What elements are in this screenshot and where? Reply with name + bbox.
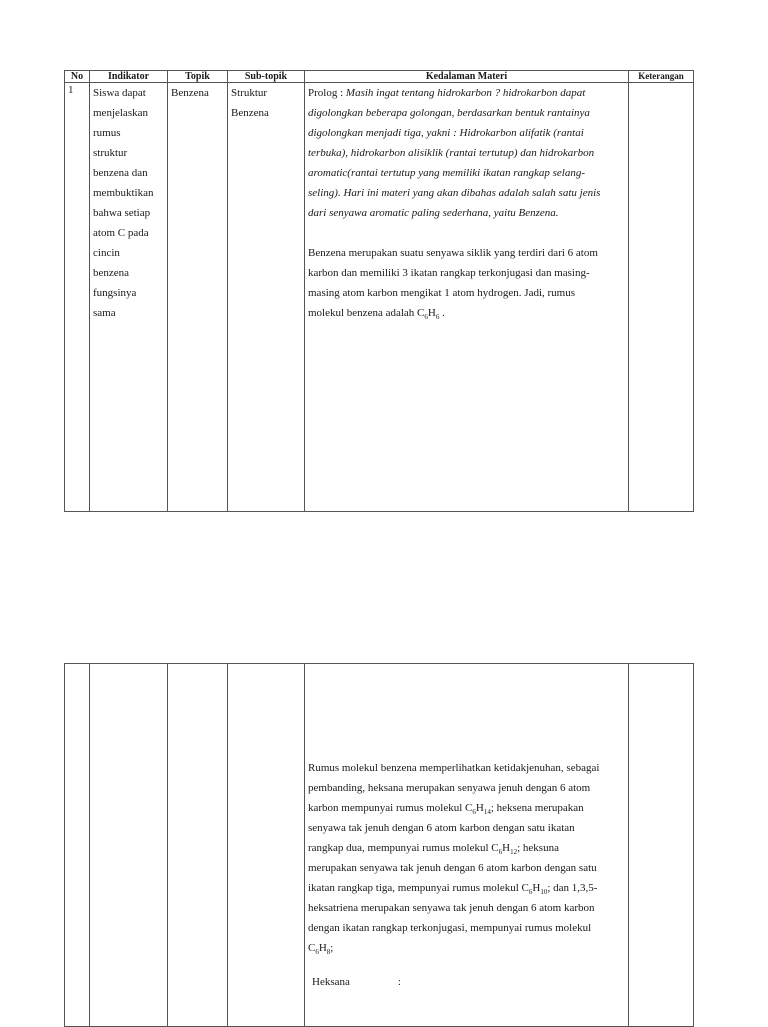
header-subtopik: Sub-topik [228, 71, 305, 83]
blank-line [308, 223, 625, 243]
spacer [308, 664, 625, 758]
topik-cell [168, 664, 228, 1027]
subscript: 12 [510, 848, 518, 857]
text: H [532, 882, 541, 894]
subtopik-cell [228, 664, 305, 1027]
kedalaman-cell [305, 664, 629, 1027]
paragraph-line: pembanding, heksana merupakan senyawa jenuh dengan 6 atom [308, 782, 591, 794]
prolog-label: Prolog : [308, 87, 346, 99]
subtopik-line: Struktur [231, 87, 268, 99]
indikator-cell [90, 83, 168, 512]
paragraph-line: merupakan senyawa tak jenuh dengan 6 atom karbon dengan satu [308, 862, 597, 874]
paragraph-line [308, 838, 625, 858]
heksana-colon: : [397, 976, 401, 988]
formula-line [308, 303, 625, 323]
indikator-line: struktur [93, 147, 128, 159]
header-row [65, 71, 694, 83]
subscript: 8 [326, 948, 331, 957]
prolog-line: seling). Hari ini materi yang akan dibahas adalah salah satu jenis [308, 187, 601, 199]
indikator-cell [90, 664, 168, 1027]
subscript: 6 [435, 313, 440, 322]
paragraph-line [308, 938, 625, 958]
indikator-line: menjelaskan [93, 107, 148, 119]
text: ; [330, 942, 334, 954]
indikator-line: Siswa dapat [93, 87, 146, 99]
indikator-line: sama [93, 307, 116, 319]
text: H [318, 942, 327, 954]
indikator-line: bahwa setiap [93, 207, 151, 219]
indikator-line: benzena [93, 267, 130, 279]
subscript: 10 [540, 888, 548, 897]
paragraph-line: Benzena merupakan suatu senyawa siklik yang terdiri dari 6 atom [308, 247, 598, 259]
text: ikatan rangkap tiga, mempunyai rumus molekul C [308, 882, 529, 894]
header-indikator: Indikator [90, 71, 168, 83]
prolog-line: digolongkan menjadi tiga, yakni : Hidrokarbon alifatik (rantai [308, 127, 584, 139]
subscript: 6 [424, 313, 428, 322]
text: C [308, 942, 316, 954]
table-row [65, 83, 694, 512]
table-row [65, 664, 694, 1027]
prolog-line: digolongkan beberapa golongan, berdasarkan bentuk rantainya [308, 107, 590, 119]
paragraph-line: Rumus molekul benzena memperlihatkan ketidakjenuhan, sebagai [308, 762, 600, 774]
prolog-text: Masih ingat tentang hidrokarbon ? hidrokarbon dapat [345, 87, 586, 99]
paragraph-line: heksatriena merupakan senyawa tak jenuh dengan 6 atom karbon [308, 902, 595, 914]
formula-end: . [439, 307, 445, 319]
kedalaman-cell [305, 83, 629, 512]
keterangan-cell [629, 664, 694, 1027]
paragraph-line: senyawa tak jenuh dengan 6 atom karbon dengan satu ikatan [308, 822, 575, 834]
indikator-line: membuktikan [93, 187, 154, 199]
text: H [475, 802, 484, 814]
indikator-line: cincin [93, 247, 120, 259]
prolog-line [308, 83, 625, 103]
header-topik: Topik [168, 71, 228, 83]
subscript: 6 [528, 888, 533, 897]
no-cell [65, 664, 90, 1027]
header-keterangan: Keterangan [629, 71, 694, 83]
paragraph-line: karbon dan memiliki 3 ikatan rangkap terkonjugasi dan masing- [308, 267, 590, 279]
text: ; dan 1,3,5- [547, 882, 598, 894]
subtopik-cell [228, 83, 305, 512]
materi-table [64, 70, 694, 512]
keterangan-cell [629, 83, 694, 512]
paragraph-line: masing atom karbon mengikat 1 atom hydrogen. Jadi, rumus [308, 287, 576, 299]
formula-text: molekul benzena adalah C [308, 307, 425, 319]
heksana-label: Heksana [312, 976, 350, 988]
indikator-line: atom C pada [93, 227, 149, 239]
indikator-line: fungsinya [93, 287, 137, 299]
paragraph-line: dengan ikatan rangkap terkonjugasi, mempunyai rumus molekul [308, 922, 592, 934]
topik-cell: Benzena [168, 83, 228, 512]
text: rangkap dua, mempunyai rumus molekul C [308, 842, 499, 854]
prolog-line: dari senyawa aromatic paling sederhana, yaitu Benzena. [308, 207, 559, 219]
subscript: 6 [472, 808, 476, 817]
paragraph-line [308, 878, 625, 898]
prolog-line: terbuka), hidrokarbon alisiklik (rantai tertutup) dan hidrokarbon [308, 147, 595, 159]
indikator-line: rumus [93, 127, 121, 139]
subscript: 6 [315, 948, 319, 957]
indikator-line: benzena dan [93, 167, 148, 179]
heksana-line [308, 972, 625, 992]
subscript: 6 [498, 848, 503, 857]
materi-table-continued [64, 663, 694, 1027]
subtopik-line: Benzena [231, 107, 269, 119]
text: ; heksena merupakan [490, 802, 584, 814]
text: karbon mempunyai rumus molekul C [308, 802, 473, 814]
header-kedalaman: Kedalaman Materi [305, 71, 629, 83]
subscript: 14 [483, 808, 491, 817]
formula-h: H [427, 307, 436, 319]
row-number: 1 [65, 83, 90, 512]
text: H [502, 842, 511, 854]
prolog-line: aromatic(rantai tertutup yang memiliki ikatan rangkap selang- [308, 167, 585, 179]
text: ; heksuna [517, 842, 559, 854]
header-no: No [65, 71, 90, 83]
paragraph-line [308, 798, 625, 818]
